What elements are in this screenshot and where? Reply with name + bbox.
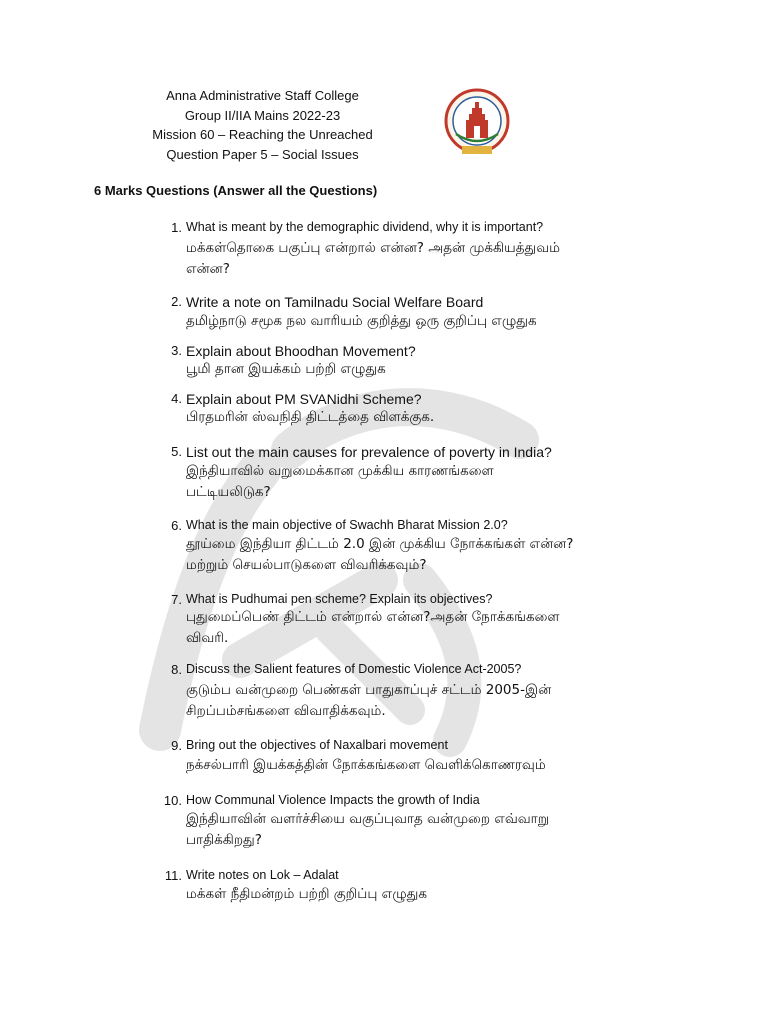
question-tamil: இந்தியாவின் வளர்ச்சியை வகுப்புவாத வன்முறை எவ்வாறு பாதிக்கிறது? (186, 811, 550, 848)
section-title: 6 Marks Questions (Answer all the Questions) (94, 183, 378, 198)
tamil-nadu-emblem-icon (442, 86, 512, 158)
question-tamil: மக்கள்தொகை பகுப்பு என்றால் என்ன? அதன் முக்கியத்துவம் என்ன? (186, 240, 560, 277)
question-number: 7. (171, 592, 182, 607)
question-english: What is the main objective of Swachh Bharat Mission 2.0? (186, 518, 508, 532)
question-english: Bring out the objectives of Naxalbari movement (186, 738, 448, 752)
question-number: 5. (171, 444, 182, 459)
mission-name: Mission 60 – Reaching the Unreached (152, 127, 373, 142)
question-english: List out the main causes for prevalence of poverty in India? (186, 444, 552, 460)
question-number: 6. (171, 518, 182, 533)
question-tamil: தமிழ்நாடு சமூக நல வாரியம் குறித்து ஒரு குறிப்பு எழுதுக (186, 313, 537, 329)
document-header (140, 86, 385, 164)
question-english: What is meant by the demographic dividend, why it is important? (186, 220, 544, 234)
question-number: 9. (171, 738, 182, 753)
question-number: 1. (171, 220, 182, 235)
question-english: What is Pudhumai pen scheme? Explain its objectives? (186, 592, 493, 606)
question-tamil: குடும்ப வன்முறை பெண்கள் பாதுகாப்புச் சட்டம் 2005-இன் சிறப்பம்சங்களை விவாதிக்கவும். (186, 682, 552, 719)
question-number: 8. (171, 662, 182, 677)
question-english: Explain about Bhoodhan Movement? (186, 343, 416, 359)
question-tamil: நக்சல்பாரி இயக்கத்தின் நோக்கங்களை வெளிக்கொணரவும் (186, 757, 546, 773)
paper-title: Question Paper 5 – Social Issues (166, 146, 359, 162)
question-english: Write notes on Lok – Adalat (186, 868, 339, 882)
question-number: 10. (163, 793, 182, 808)
question-tamil: தூய்மை இந்தியா திட்டம் 2.0 இன் முக்கிய நோக்கங்கள் என்ன? மற்றும் செயல்பாடுகளை விவரிக்கவும்? (186, 536, 574, 573)
question-tamil: பூமி தான இயக்கம் பற்றி எழுதுக (186, 361, 386, 377)
exam-name: Group II/IIA Mains 2022-23 (184, 107, 341, 123)
question-tamil: பிரதமரின் ஸ்வநிதி திட்டத்தை விளக்குக. (186, 409, 435, 425)
question-number: 11. (164, 868, 182, 883)
question-english: Explain about PM SVANidhi Scheme? (186, 391, 422, 407)
question-number: 3. (171, 343, 182, 358)
question-tamil: இந்தியாவில் வறுமைக்கான முக்கிய காரணங்களை பட்டியலிடுக? (186, 463, 494, 500)
institution-name: Anna Administrative Staff College (166, 88, 359, 103)
question-tamil: மக்கள் நீதிமன்றம் பற்றி குறிப்பு எழுதுக (186, 886, 427, 902)
question-tamil: புதுமைப்பெண் திட்டம் என்றால் என்ன?அதன் நோக்கங்களை விவரி. (186, 609, 560, 646)
question-number: 2. (171, 294, 182, 309)
question-english: Discuss the Salient features of Domestic Violence Act-2005? (186, 662, 522, 676)
question-number: 4. (171, 391, 182, 406)
question-english: Write a note on Tamilnadu Social Welfare Board (186, 294, 484, 310)
question-english: How Communal Violence Impacts the growth of India (186, 793, 480, 807)
